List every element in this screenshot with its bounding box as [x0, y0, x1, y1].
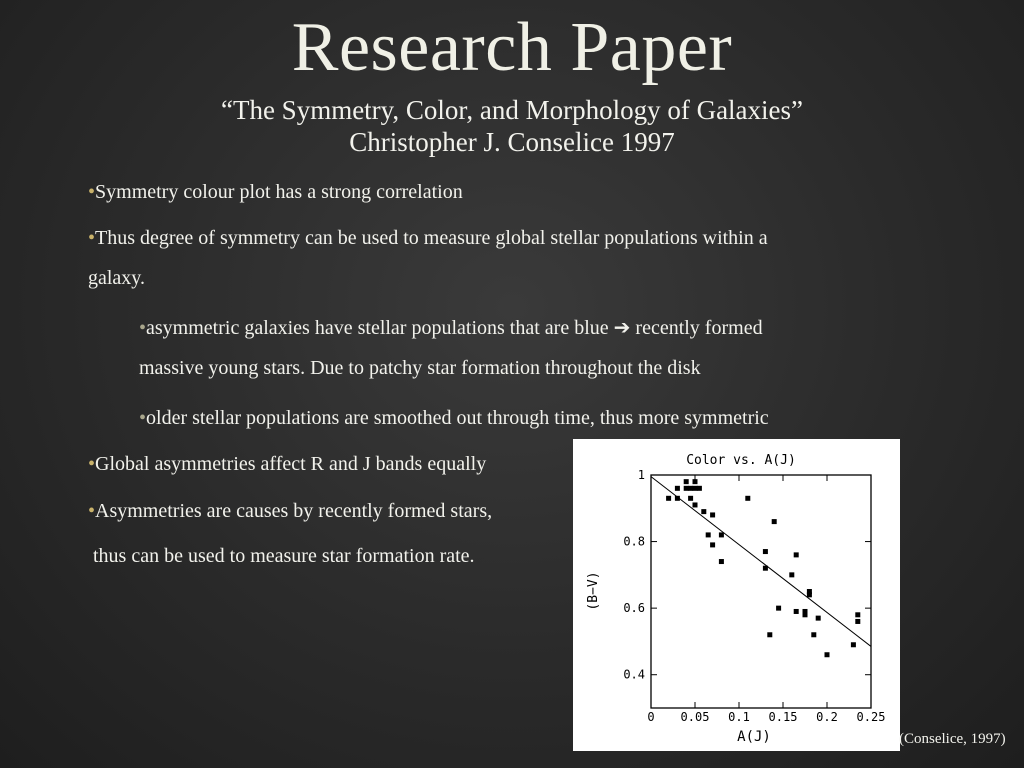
bullet-marker: • — [88, 227, 96, 249]
bullet-text-line1b: recently formed — [630, 317, 763, 339]
arrow-icon: ➔ — [613, 317, 631, 339]
x-tick-label: 0.2 — [816, 710, 838, 724]
data-point — [706, 532, 711, 537]
bullet-text: Global asymmetries affect R and J bands equally — [95, 453, 487, 475]
sub-bullet-1 — [139, 308, 763, 388]
figure-caption: (Conselice, 1997) — [899, 731, 1006, 747]
bullet-text-line1: Thus degree of symmetry can be used to measure global stellar populations within a — [95, 227, 768, 249]
x-tick-label: 0.05 — [680, 710, 710, 724]
data-point — [807, 592, 812, 597]
data-point — [684, 486, 689, 491]
data-point — [675, 486, 680, 491]
bullet-marker: • — [139, 317, 147, 339]
bullet-1 — [88, 172, 463, 212]
y-axis-label: (B−V) — [586, 571, 601, 611]
chart-title: Color vs. A(J) — [686, 453, 796, 468]
plot-frame — [651, 475, 871, 708]
trend-line — [651, 477, 871, 647]
data-point — [772, 519, 777, 524]
data-point — [710, 512, 715, 517]
data-point — [684, 479, 689, 484]
data-point — [697, 486, 702, 491]
data-point — [803, 612, 808, 617]
sub-bullet-2 — [139, 398, 769, 438]
bullet-text-line1: Asymmetries are causes by recently formed stars, — [95, 500, 493, 522]
bullet-text-line1: asymmetric galaxies have stellar populations that are blue — [146, 317, 614, 339]
slide-subtitle — [0, 94, 1024, 158]
bullet-text: Symmetry colour plot has a strong correlation — [95, 181, 463, 203]
bullet-3 — [88, 444, 486, 484]
x-tick-label: 0.1 — [728, 710, 750, 724]
data-point — [675, 496, 680, 501]
data-point — [767, 632, 772, 637]
data-point — [794, 609, 799, 614]
y-tick-label: 1 — [637, 468, 645, 482]
bullet-text-line2: galaxy. — [88, 267, 146, 289]
data-point — [693, 486, 698, 491]
data-point — [855, 612, 860, 617]
x-tick-label: 0.25 — [856, 710, 886, 724]
data-point — [666, 496, 671, 501]
y-tick-label: 0.6 — [623, 601, 645, 616]
data-point — [763, 566, 768, 571]
data-point — [701, 509, 706, 514]
x-tick-label: 0 — [647, 710, 655, 724]
data-point — [710, 542, 715, 547]
bullet-marker: • — [139, 407, 147, 429]
data-point — [693, 479, 698, 484]
y-tick-label: 0.4 — [623, 667, 645, 682]
data-point — [693, 502, 698, 507]
bullet-marker: • — [88, 500, 96, 522]
data-point — [719, 559, 724, 564]
x-axis-label: A(J) — [737, 729, 771, 745]
bullet-text-line2: massive young stars. Due to patchy star formation throughout the disk — [139, 357, 701, 379]
bullet-4 — [88, 489, 492, 579]
data-point — [776, 606, 781, 611]
data-point — [688, 486, 693, 491]
bullet-text-line2: thus can be used to measure star formation rate. — [88, 545, 475, 567]
slide-title: Research Paper — [291, 9, 733, 86]
data-point — [811, 632, 816, 637]
color-vs-aj-chart — [573, 439, 900, 751]
x-tick-label: 0.15 — [768, 710, 798, 724]
data-point — [794, 552, 799, 557]
data-point — [719, 532, 724, 537]
chart-svg — [573, 439, 900, 751]
data-point — [816, 616, 821, 621]
data-point — [789, 572, 794, 577]
data-point — [688, 496, 693, 501]
bullet-2 — [88, 218, 768, 298]
paper-title: “The Symmetry, Color, and Morphology of Galaxies” — [220, 95, 804, 125]
bullet-text: older stellar populations are smoothed out through time, thus more symmetric — [146, 407, 769, 429]
bullet-marker: • — [88, 453, 96, 475]
data-point — [763, 549, 768, 554]
data-point — [745, 496, 750, 501]
data-point — [855, 619, 860, 624]
data-point — [825, 652, 830, 657]
paper-author-year: Christopher J. Conselice 1997 — [349, 127, 675, 157]
bullet-marker: • — [88, 181, 96, 203]
data-point — [851, 642, 856, 647]
y-tick-label: 0.8 — [623, 534, 645, 549]
